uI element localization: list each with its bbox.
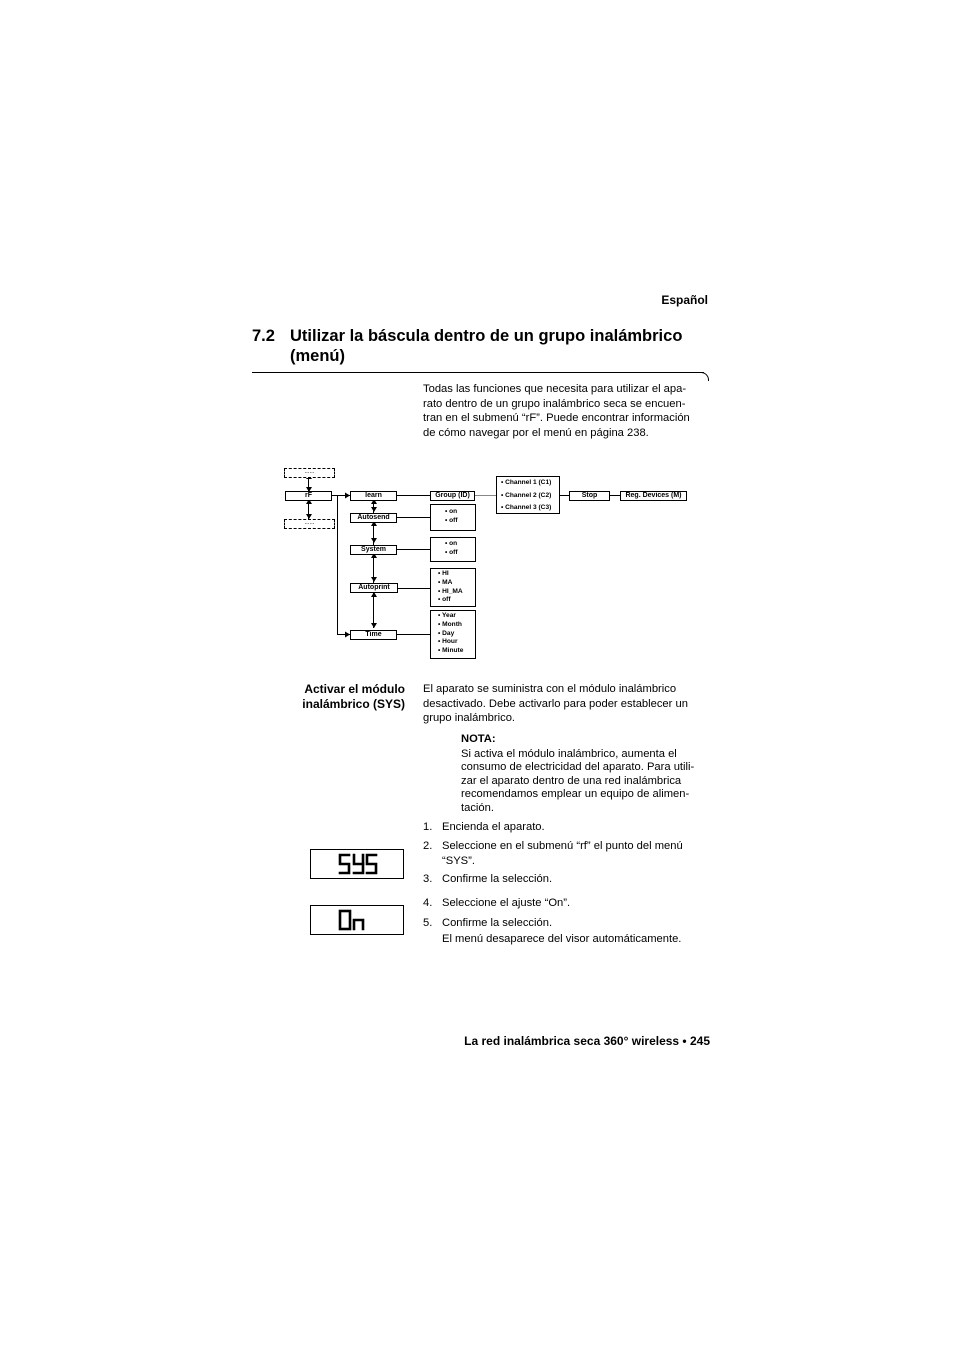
menu-node-group: Group (ID) <box>430 491 475 501</box>
channel-option: • Channel 1 (C1) <box>501 479 552 486</box>
menu-node-stop: Stop <box>569 491 610 501</box>
menu-node-autoprint: Autoprint <box>350 583 398 593</box>
option-item: • Minute <box>438 647 464 655</box>
autoprint-options <box>430 568 476 607</box>
option-item: • off <box>445 516 458 524</box>
menu-node-autosend: Autosend <box>350 513 397 523</box>
menu-ellipsis-top: ...... <box>284 468 335 478</box>
option-item: • off <box>438 596 451 604</box>
display-on <box>310 905 404 935</box>
note-label: NOTA: <box>461 733 496 745</box>
time-options <box>430 610 476 659</box>
menu-node-learn: learn <box>350 491 397 501</box>
section-number: 7.2 <box>252 327 275 345</box>
option-item: • HI <box>438 570 449 577</box>
intro-line: Todas las funciones que necesita para utilizar el apa- <box>423 383 687 395</box>
intro-line: rato dentro de un grupo inalámbrico seca se encuen- <box>423 397 686 410</box>
sys-paragraph: El aparato se suministra con el módulo inalámbrico desactivado. Debe activarlo para poder establecer un grupo inalámbrico. <box>423 683 688 725</box>
menu-node-reg-devices: Reg. Devices (M) <box>620 491 687 501</box>
option-item: • on <box>445 508 458 515</box>
menu-node-rf: rF <box>285 491 332 501</box>
display-sys <box>310 849 404 879</box>
option-item: • Day <box>438 629 455 637</box>
option-item: • on <box>445 540 458 547</box>
channel-option: • Channel 3 (C3) <box>501 504 552 511</box>
autosend-options <box>430 504 476 531</box>
display-sys-segments <box>311 850 403 878</box>
option-item: • MA <box>438 578 453 586</box>
menu-node-system: System <box>350 545 397 555</box>
intro-line: tran en el submenú “rF”. Puede encontrar información <box>423 412 690 425</box>
section-title: Utilizar la báscula dentro de un grupo inalámbrico (menú) <box>290 327 683 365</box>
option-item: • off <box>445 548 458 556</box>
language-label: Español <box>661 293 708 307</box>
page-footer: La red inalámbrica seca 360° wireless • 245 <box>464 1034 710 1048</box>
option-item: • HI_MA <box>438 587 463 595</box>
option-item: • Month <box>438 620 462 628</box>
intro-line: de cómo navegar por el menú en página 238. <box>423 427 649 440</box>
display-on-segments <box>311 906 403 934</box>
option-item: • Hour <box>438 638 458 646</box>
menu-channel-options <box>496 476 560 514</box>
channel-option: • Channel 2 (C2) <box>501 491 552 499</box>
option-item: • Year <box>438 612 456 619</box>
menu-node-time: Time <box>350 630 397 640</box>
note-text: Si activa el módulo inalámbrico, aumenta el consumo de electricidad del aparato. Para utili- zar el aparato dentro de una red inalámbrica recomendamos emplear un equipo de alimen- tación. <box>461 748 695 814</box>
sys-side-heading: Activar el módulo inalámbrico (SYS) <box>302 682 405 711</box>
system-options <box>430 537 476 562</box>
menu-ellipsis-bottom: ...... <box>284 519 335 529</box>
